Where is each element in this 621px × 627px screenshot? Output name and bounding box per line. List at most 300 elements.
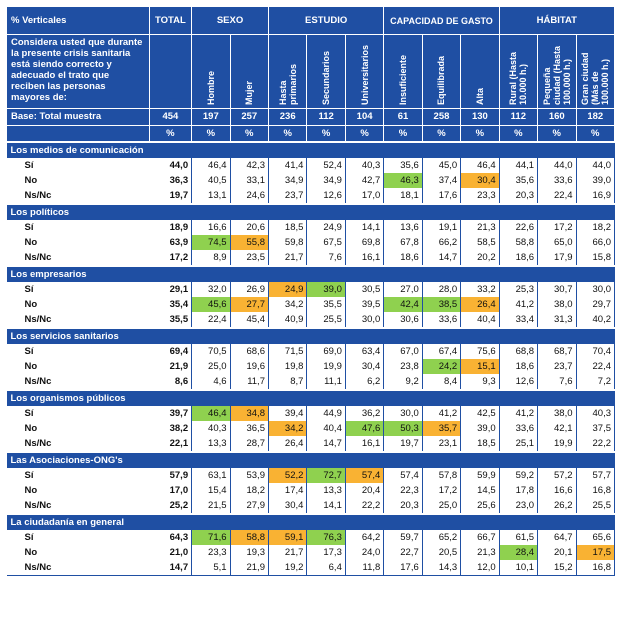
total-cell: 39,7 xyxy=(149,406,191,421)
row-label: Ns/Nc xyxy=(7,560,150,576)
value-cell: 67,0 xyxy=(384,344,422,359)
subcol-label: Mujer xyxy=(244,80,255,105)
value-cell: 65,0 xyxy=(538,235,576,250)
pct-symbol: % xyxy=(576,126,615,143)
value-cell: 34,2 xyxy=(268,421,306,436)
value-cell: 52,4 xyxy=(307,158,345,173)
value-cell: 35,6 xyxy=(499,173,537,188)
value-cell: 39,4 xyxy=(268,406,306,421)
value-cell: 44,0 xyxy=(576,158,615,173)
value-cell: 46,4 xyxy=(192,406,230,421)
value-cell: 40,2 xyxy=(576,312,615,328)
value-cell: 58,8 xyxy=(230,530,268,545)
value-cell: 15,2 xyxy=(538,560,576,576)
value-cell: 45,4 xyxy=(230,312,268,328)
value-cell: 23,7 xyxy=(268,188,306,204)
value-cell: 39,0 xyxy=(576,173,615,188)
corner-label: % Verticales xyxy=(7,7,150,35)
value-cell: 16,8 xyxy=(576,560,615,576)
value-cell: 14,5 xyxy=(461,483,499,498)
value-cell: 21,3 xyxy=(461,220,499,235)
value-cell: 33,6 xyxy=(499,421,537,436)
pct-symbol: % xyxy=(461,126,499,143)
table-row xyxy=(7,282,615,297)
value-cell: 14,7 xyxy=(422,250,460,266)
value-cell: 18,2 xyxy=(576,220,615,235)
value-cell: 35,5 xyxy=(307,297,345,312)
value-cell: 30,0 xyxy=(384,406,422,421)
row-label: No xyxy=(24,236,38,248)
value-cell: 40,5 xyxy=(192,173,230,188)
value-cell: 30,5 xyxy=(345,282,383,297)
row-label: Ns/Nc xyxy=(7,436,150,452)
subcol-header xyxy=(192,35,230,109)
section-title: Los medios de comunicación xyxy=(7,142,615,158)
value-cell: 23,0 xyxy=(499,498,537,514)
value-cell: 30,6 xyxy=(384,312,422,328)
value-cell: 59,7 xyxy=(384,530,422,545)
value-cell: 27,7 xyxy=(230,297,268,312)
value-cell: 11,7 xyxy=(230,374,268,390)
value-cell: 69,8 xyxy=(345,235,383,250)
subcol-header xyxy=(461,35,499,109)
base-label: Base: Total muestra xyxy=(7,109,150,126)
base-value: 182 xyxy=(576,109,615,126)
table-row xyxy=(7,158,615,173)
value-cell: 71,5 xyxy=(268,344,306,359)
pct-symbol: % xyxy=(384,126,422,143)
base-value: 160 xyxy=(538,109,576,126)
value-cell: 30,0 xyxy=(576,282,615,297)
value-cell: 33,2 xyxy=(461,282,499,297)
pct-symbol: % xyxy=(149,126,191,143)
value-cell: 18,6 xyxy=(499,359,537,374)
value-cell: 44,1 xyxy=(499,158,537,173)
base-value: 236 xyxy=(268,109,306,126)
value-cell: 42,7 xyxy=(345,173,383,188)
total-header: TOTAL xyxy=(149,7,191,35)
value-cell: 22,2 xyxy=(576,436,615,452)
value-cell: 17,8 xyxy=(499,483,537,498)
total-cell: 44,0 xyxy=(149,158,191,173)
value-cell: 67,5 xyxy=(307,235,345,250)
value-cell: 75,6 xyxy=(461,344,499,359)
value-cell: 65,2 xyxy=(422,530,460,545)
value-cell: 24,6 xyxy=(230,188,268,204)
base-value: 61 xyxy=(384,109,422,126)
total-cell: 17,2 xyxy=(149,250,191,266)
total-cell: 64,3 xyxy=(149,530,191,545)
value-cell: 39,5 xyxy=(345,297,383,312)
survey-table xyxy=(6,6,615,576)
value-cell: 12,6 xyxy=(499,374,537,390)
pct-symbol: % xyxy=(499,126,537,143)
value-cell: 61,5 xyxy=(499,530,537,545)
pct-symbol: % xyxy=(345,126,383,143)
subcol-label: Alta xyxy=(474,87,485,105)
value-cell: 11,1 xyxy=(307,374,345,390)
total-cell: 35,4 xyxy=(149,297,191,312)
value-cell: 7,6 xyxy=(538,374,576,390)
value-cell: 9,2 xyxy=(384,374,422,390)
value-cell: 19,2 xyxy=(268,560,306,576)
value-cell: 36,5 xyxy=(230,421,268,436)
value-cell: 36,2 xyxy=(345,406,383,421)
value-cell: 21,9 xyxy=(230,560,268,576)
total-cell: 25,2 xyxy=(149,498,191,514)
value-cell: 76,3 xyxy=(307,530,345,545)
pct-symbol: % xyxy=(307,126,345,143)
value-cell: 64,7 xyxy=(538,530,576,545)
value-cell: 31,3 xyxy=(538,312,576,328)
group-header-sexo: SEXO xyxy=(192,7,269,35)
value-cell: 70,5 xyxy=(192,344,230,359)
subcol-header xyxy=(230,35,268,109)
value-cell: 13,3 xyxy=(192,436,230,452)
value-cell: 16,6 xyxy=(192,220,230,235)
value-cell: 17,9 xyxy=(538,250,576,266)
value-cell: 19,9 xyxy=(538,436,576,452)
table-row xyxy=(7,312,615,328)
value-cell: 6,4 xyxy=(307,560,345,576)
value-cell: 20,6 xyxy=(230,220,268,235)
value-cell: 17,5 xyxy=(576,545,615,560)
value-cell: 18,6 xyxy=(499,250,537,266)
row-label: No xyxy=(24,360,38,372)
value-cell: 16,1 xyxy=(345,436,383,452)
total-cell: 57,9 xyxy=(149,468,191,483)
value-cell: 20,2 xyxy=(461,250,499,266)
value-cell: 44,0 xyxy=(538,158,576,173)
value-cell: 20,3 xyxy=(384,498,422,514)
value-cell: 29,7 xyxy=(576,297,615,312)
value-cell: 37,5 xyxy=(576,421,615,436)
subcol-label: Insuficiente xyxy=(398,54,409,105)
value-cell: 20,3 xyxy=(499,188,537,204)
value-cell: 13,1 xyxy=(192,188,230,204)
base-value: 257 xyxy=(230,109,268,126)
value-cell: 26,4 xyxy=(461,297,499,312)
base-value: 112 xyxy=(499,109,537,126)
value-cell: 24,2 xyxy=(422,359,460,374)
total-cell: 19,7 xyxy=(149,188,191,204)
subcol-label: Universitarios xyxy=(359,44,370,105)
value-cell: 52,2 xyxy=(268,468,306,483)
row-label: Sí xyxy=(24,531,34,543)
value-cell: 22,6 xyxy=(499,220,537,235)
value-cell: 28,7 xyxy=(230,436,268,452)
value-cell: 47,6 xyxy=(345,421,383,436)
value-cell: 41,2 xyxy=(499,297,537,312)
value-cell: 11,8 xyxy=(345,560,383,576)
value-cell: 57,4 xyxy=(384,468,422,483)
table-row xyxy=(7,468,615,483)
value-cell: 18,2 xyxy=(230,483,268,498)
total-cell: 63,9 xyxy=(149,235,191,250)
value-cell: 14,3 xyxy=(422,560,460,576)
table-row xyxy=(7,545,615,560)
table-row xyxy=(7,483,615,498)
base-value: 454 xyxy=(149,109,191,126)
value-cell: 17,2 xyxy=(422,483,460,498)
value-cell: 34,8 xyxy=(230,406,268,421)
section-title: La ciudadanía en general xyxy=(7,514,615,530)
table-row xyxy=(7,220,615,235)
value-cell: 26,4 xyxy=(268,436,306,452)
value-cell: 17,3 xyxy=(307,545,345,560)
table-row xyxy=(7,421,615,436)
value-cell: 41,2 xyxy=(499,406,537,421)
section-title: Los políticos xyxy=(7,204,615,220)
value-cell: 46,4 xyxy=(461,158,499,173)
value-cell: 23,3 xyxy=(461,188,499,204)
section-title: Los organismos públicos xyxy=(7,390,615,406)
value-cell: 72,7 xyxy=(307,468,345,483)
value-cell: 14,1 xyxy=(345,220,383,235)
value-cell: 35,6 xyxy=(384,158,422,173)
value-cell: 17,6 xyxy=(384,560,422,576)
base-value: 197 xyxy=(192,109,230,126)
value-cell: 21,3 xyxy=(461,545,499,560)
value-cell: 7,6 xyxy=(307,250,345,266)
value-cell: 41,4 xyxy=(268,158,306,173)
subcol-label: Hasta primarios xyxy=(277,63,298,105)
row-label: Sí xyxy=(24,221,34,233)
value-cell: 38,0 xyxy=(538,297,576,312)
value-cell: 15,4 xyxy=(192,483,230,498)
value-cell: 64,2 xyxy=(345,530,383,545)
value-cell: 18,1 xyxy=(384,188,422,204)
value-cell: 39,0 xyxy=(307,282,345,297)
value-cell: 15,1 xyxy=(461,359,499,374)
value-cell: 13,3 xyxy=(307,483,345,498)
table-row xyxy=(7,374,615,390)
value-cell: 59,1 xyxy=(268,530,306,545)
value-cell: 34,2 xyxy=(268,297,306,312)
table-row xyxy=(7,406,615,421)
subcol-label: Secundarios xyxy=(321,50,332,105)
base-value: 112 xyxy=(307,109,345,126)
table-row xyxy=(7,188,615,204)
value-cell: 18,5 xyxy=(461,436,499,452)
value-cell: 23,1 xyxy=(422,436,460,452)
value-cell: 14,7 xyxy=(307,436,345,452)
value-cell: 22,2 xyxy=(345,498,383,514)
subcol-header xyxy=(345,35,383,109)
subcol-header xyxy=(384,35,422,109)
value-cell: 40,3 xyxy=(576,406,615,421)
value-cell: 46,3 xyxy=(384,173,422,188)
value-cell: 18,5 xyxy=(268,220,306,235)
question-text: Considera usted que durante la presente crisis sanitaria está siendo correcto y adecuado el trato que reciben las personas mayores de: xyxy=(7,35,150,109)
value-cell: 20,5 xyxy=(422,545,460,560)
value-cell: 22,3 xyxy=(384,483,422,498)
value-cell: 25,6 xyxy=(461,498,499,514)
table-row xyxy=(7,498,615,514)
row-label: No xyxy=(24,484,38,496)
value-cell: 5,1 xyxy=(192,560,230,576)
value-cell: 30,4 xyxy=(345,359,383,374)
total-cell: 69,4 xyxy=(149,344,191,359)
value-cell: 23,7 xyxy=(538,359,576,374)
value-cell: 63,4 xyxy=(345,344,383,359)
value-cell: 27,0 xyxy=(384,282,422,297)
value-cell: 74,5 xyxy=(192,235,230,250)
total-subheader-blank xyxy=(149,35,191,109)
value-cell: 13,6 xyxy=(384,220,422,235)
value-cell: 17,0 xyxy=(345,188,383,204)
value-cell: 66,7 xyxy=(461,530,499,545)
value-cell: 59,8 xyxy=(268,235,306,250)
row-label: Sí xyxy=(24,283,34,295)
pct-blank xyxy=(7,126,150,143)
base-value: 104 xyxy=(345,109,383,126)
group-header-gasto: CAPACIDAD DE GASTO xyxy=(384,7,499,35)
value-cell: 68,6 xyxy=(230,344,268,359)
table-row xyxy=(7,297,615,312)
pct-symbol: % xyxy=(230,126,268,143)
value-cell: 26,9 xyxy=(230,282,268,297)
total-cell: 38,2 xyxy=(149,421,191,436)
value-cell: 10,1 xyxy=(499,560,537,576)
row-label: Ns/Nc xyxy=(7,250,150,266)
total-cell: 21,0 xyxy=(149,545,191,560)
value-cell: 50,3 xyxy=(384,421,422,436)
value-cell: 66,2 xyxy=(422,235,460,250)
value-cell: 53,9 xyxy=(230,468,268,483)
value-cell: 8,4 xyxy=(422,374,460,390)
row-label: Sí xyxy=(24,407,34,419)
value-cell: 33,6 xyxy=(538,173,576,188)
subcol-header xyxy=(538,35,576,109)
value-cell: 9,3 xyxy=(461,374,499,390)
value-cell: 8,9 xyxy=(192,250,230,266)
value-cell: 19,1 xyxy=(422,220,460,235)
subcol-header xyxy=(576,35,615,109)
value-cell: 7,2 xyxy=(576,374,615,390)
subcol-label: Gran ciudad (Más de 100.000 h.) xyxy=(580,52,611,105)
section-title: Los servicios sanitarios xyxy=(7,328,615,344)
total-cell: 14,7 xyxy=(149,560,191,576)
subcol-label: Rural (Hasta 10.000 h.) xyxy=(508,51,529,105)
total-cell: 36,3 xyxy=(149,173,191,188)
value-cell: 19,6 xyxy=(230,359,268,374)
value-cell: 67,8 xyxy=(384,235,422,250)
value-cell: 16,9 xyxy=(576,188,615,204)
value-cell: 19,9 xyxy=(307,359,345,374)
value-cell: 24,9 xyxy=(307,220,345,235)
value-cell: 68,7 xyxy=(538,344,576,359)
value-cell: 27,9 xyxy=(230,498,268,514)
table-row xyxy=(7,530,615,545)
row-label: No xyxy=(24,546,38,558)
value-cell: 59,2 xyxy=(499,468,537,483)
value-cell: 21,5 xyxy=(192,498,230,514)
base-value: 130 xyxy=(461,109,499,126)
value-cell: 22,7 xyxy=(384,545,422,560)
value-cell: 42,3 xyxy=(230,158,268,173)
row-label: Ns/Nc xyxy=(7,498,150,514)
value-cell: 41,2 xyxy=(422,406,460,421)
value-cell: 25,1 xyxy=(499,436,537,452)
total-cell: 29,1 xyxy=(149,282,191,297)
value-cell: 33,1 xyxy=(230,173,268,188)
row-label: Ns/Nc xyxy=(7,188,150,204)
value-cell: 20,4 xyxy=(345,483,383,498)
pct-symbol: % xyxy=(192,126,230,143)
value-cell: 32,0 xyxy=(192,282,230,297)
table-row xyxy=(7,173,615,188)
value-cell: 25,3 xyxy=(499,282,537,297)
value-cell: 66,0 xyxy=(576,235,615,250)
subcol-header xyxy=(422,35,460,109)
value-cell: 30,4 xyxy=(461,173,499,188)
value-cell: 19,7 xyxy=(384,436,422,452)
value-cell: 40,4 xyxy=(461,312,499,328)
section-title: Los empresarios xyxy=(7,266,615,282)
value-cell: 42,1 xyxy=(538,421,576,436)
value-cell: 22,4 xyxy=(192,312,230,328)
total-cell: 17,0 xyxy=(149,483,191,498)
value-cell: 16,1 xyxy=(345,250,383,266)
table-row xyxy=(7,235,615,250)
value-cell: 35,7 xyxy=(422,421,460,436)
value-cell: 37,4 xyxy=(422,173,460,188)
value-cell: 63,1 xyxy=(192,468,230,483)
subcol-label: Pequeña ciudad (Hasta 100.000 h.) xyxy=(541,45,572,105)
value-cell: 33,6 xyxy=(422,312,460,328)
row-label: Sí xyxy=(24,345,34,357)
value-cell: 25,0 xyxy=(422,498,460,514)
group-header-habitat: HÁBITAT xyxy=(499,7,614,35)
value-cell: 28,0 xyxy=(422,282,460,297)
pct-symbol: % xyxy=(538,126,576,143)
subcol-header xyxy=(307,35,345,109)
section-title: Las Asociaciones-ONG's xyxy=(7,452,615,468)
value-cell: 45,6 xyxy=(192,297,230,312)
value-cell: 17,2 xyxy=(538,220,576,235)
value-cell: 25,5 xyxy=(307,312,345,328)
value-cell: 23,5 xyxy=(230,250,268,266)
value-cell: 14,1 xyxy=(307,498,345,514)
subcol-label: Equilibrada xyxy=(436,55,447,105)
value-cell: 42,4 xyxy=(384,297,422,312)
value-cell: 40,3 xyxy=(345,158,383,173)
row-label: No xyxy=(24,298,38,310)
value-cell: 28,4 xyxy=(499,545,537,560)
pct-symbol: % xyxy=(268,126,306,143)
table-row xyxy=(7,436,615,452)
value-cell: 71,6 xyxy=(192,530,230,545)
row-label: No xyxy=(24,174,38,186)
value-cell: 18,6 xyxy=(384,250,422,266)
value-cell: 42,5 xyxy=(461,406,499,421)
value-cell: 70,4 xyxy=(576,344,615,359)
value-cell: 34,9 xyxy=(307,173,345,188)
value-cell: 40,3 xyxy=(192,421,230,436)
row-label: No xyxy=(24,422,38,434)
total-cell: 18,9 xyxy=(149,220,191,235)
value-cell: 8,7 xyxy=(268,374,306,390)
table-row xyxy=(7,250,615,266)
value-cell: 22,4 xyxy=(576,359,615,374)
value-cell: 57,4 xyxy=(345,468,383,483)
row-label: Sí xyxy=(24,159,34,171)
value-cell: 30,4 xyxy=(268,498,306,514)
value-cell: 16,8 xyxy=(576,483,615,498)
base-value: 258 xyxy=(422,109,460,126)
value-cell: 17,4 xyxy=(268,483,306,498)
